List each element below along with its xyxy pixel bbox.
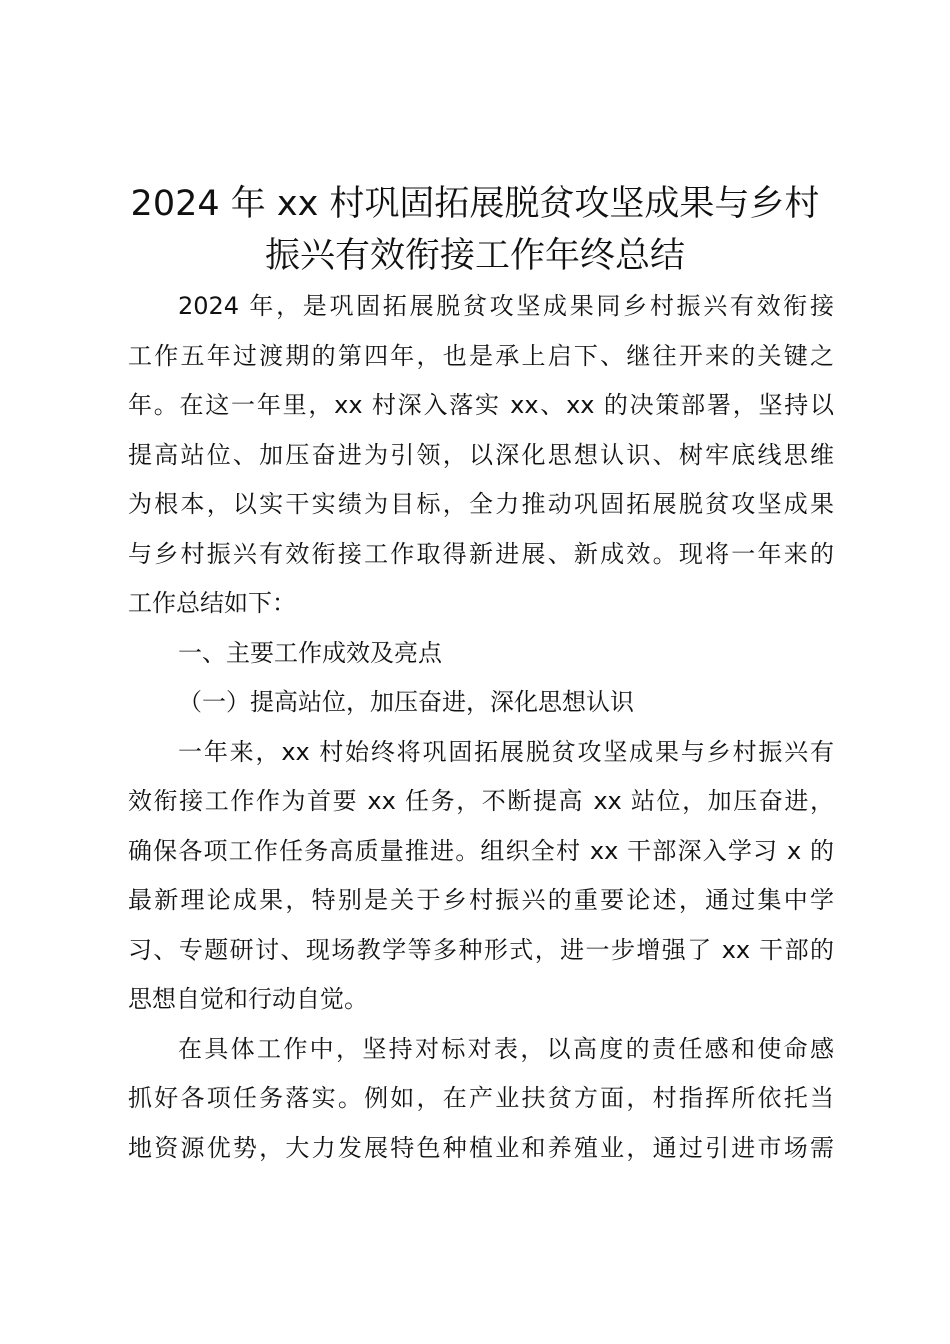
paragraph-line: 2024 年，是巩固拓展脱贫攻坚成果同乡村振兴有效衔接 (178, 292, 834, 320)
paragraph-line: 工作五年过渡期的第四年，也是承上启下、继往开来的关键之 (128, 341, 834, 370)
title-line: 振兴有效衔接工作年终总结 (264, 236, 685, 276)
paragraph-line: 思想自觉和行动自觉。 (128, 985, 368, 1013)
paragraph-line: 年。在这一年里，xx 村深入落实 xx、xx 的决策部署，坚持以 (128, 391, 834, 419)
paragraph-line: 在具体工作中，坚持对标对表，以高度的责任感和使命感 (178, 1034, 834, 1063)
paragraph-line: 抓好各项任务落实。例如，在产业扶贫方面，村指挥所依托当 (128, 1084, 834, 1112)
paragraph-line: 为根本，以实干实绩为目标，全力推动巩固拓展脱贫攻坚成果 (128, 490, 834, 518)
paragraph-line: 地资源优势，大力发展特色种植业和养殖业，通过引进市场需 (128, 1133, 834, 1162)
section-heading: 一、主要工作成效及亮点 (178, 638, 442, 667)
paragraph-line: 工作总结如下： (128, 589, 296, 617)
document-body (128, 282, 834, 1173)
paragraph-line: 一年来，xx 村始终将巩固拓展脱贫攻坚成果与乡村振兴有 (178, 737, 834, 766)
paragraph-line: 提高站位、加压奋进为引领，以深化思想认识、树牢底线思维 (128, 440, 834, 469)
paragraph-line: 最新理论成果，特别是关于乡村振兴的重要论述，通过集中学 (128, 886, 834, 914)
document-title (100, 178, 850, 282)
subsection-heading: （一）提高站位，加压奋进，深化思想认识 (178, 688, 634, 716)
paragraph-line: 习、专题研讨、现场教学等多种形式，进一步增强了 xx 干部的 (128, 935, 834, 964)
paragraph-line: 与乡村振兴有效衔接工作取得新进展、新成效。现将一年来的 (128, 539, 834, 568)
paragraph-line: 效衔接工作作为首要 xx 任务，不断提高 xx 站位，加压奋进， (128, 787, 834, 815)
title-line: 2024 年 xx 村巩固拓展脱贫攻坚成果与乡村 (130, 184, 820, 224)
paragraph-line: 确保各项工作任务高质量推进。组织全村 xx 干部深入学习 x 的 (128, 836, 834, 865)
